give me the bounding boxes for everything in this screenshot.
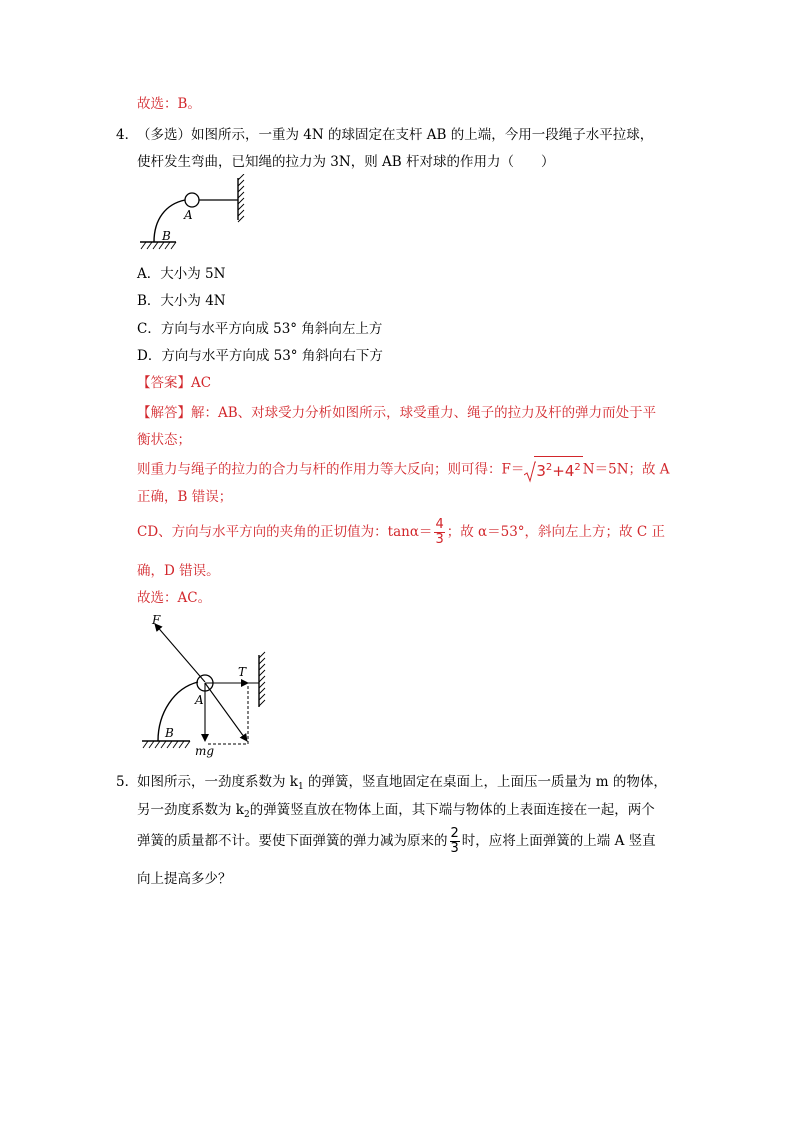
q5-stem-line2 <box>137 801 655 824</box>
q5-l3-post: 时，应将上面弹簧的上端 A 竖直 <box>461 833 656 849</box>
q5-number: 5． <box>116 774 139 790</box>
q5-l3-pre: 弹簧的质量都不计。要使下面弹簧的弹力减为原来的 <box>137 833 448 849</box>
q4-option-a: A．大小为 5N <box>137 266 226 282</box>
analysis-tag: 【解答】 <box>137 405 191 421</box>
tan-fraction <box>434 518 444 547</box>
q4-option-d: D．方向与水平方向成 53° 角斜向右下方 <box>137 348 383 364</box>
q5-stem-line4: 向上提高多少？ <box>137 871 232 887</box>
q4-stem-line1: （多选）如图所示，一重为 4N 的球固定在支杆 AB 的上端，今用一段绳子水平拉球， <box>137 127 654 143</box>
q5-l2-post: 的弹簧竖直放在物体上面，其下端与物体的上表面连接在一起，两个 <box>249 802 655 818</box>
q4-analysis-line2: 衡状态； <box>137 432 191 448</box>
q4-analysis-line1 <box>137 404 656 422</box>
q5-frac-den: 3 <box>450 841 459 856</box>
q4-analysis-line3 <box>137 456 670 480</box>
fig1-label-a: A <box>184 208 193 222</box>
fig2-label-mg: mg <box>195 744 215 758</box>
analysis-text-5-pre: CD、方向与水平方向的夹角的正切值为：tanα＝ <box>137 524 433 540</box>
q4-analysis-line4: 正确，B 错误； <box>137 489 233 505</box>
fig2-label-b: B <box>165 726 174 740</box>
sqrt-b: 4 <box>564 462 575 480</box>
q4-figure-force-diagram <box>138 608 270 760</box>
q5-l2-pre: 另一劲度系数为 k <box>137 802 244 818</box>
q5-l1-post: 的弹簧，竖直地固定在桌面上，上面压一质量为 m 的物体， <box>303 774 667 790</box>
q5-l2-sub: 2 <box>243 810 250 820</box>
q4-final-answer: 故选：AC。 <box>137 590 212 606</box>
sqrt-exp-b: 2 <box>574 462 581 473</box>
analysis-text-5-post: ；故 α＝53°，斜向左上方；故 C 正 <box>446 524 665 540</box>
fig2-label-a: A <box>195 693 204 707</box>
fig1-label-b: B <box>162 229 171 243</box>
q5-fraction <box>450 827 460 856</box>
tan-frac-den: 3 <box>435 532 444 547</box>
q4-analysis-line6: 确，D 错误。 <box>137 563 220 579</box>
q5-stem-line1 <box>137 773 667 796</box>
q4-analysis-line5 <box>137 514 665 550</box>
answer-value: AC <box>191 375 212 391</box>
q5-l1-sub: 1 <box>297 782 304 792</box>
sqrt-a: 3 <box>536 462 546 480</box>
tan-frac-num: 4 <box>435 517 444 532</box>
q5-frac-num: 2 <box>450 826 459 841</box>
q5-stem-line3 <box>137 823 656 859</box>
q4-number: 4． <box>116 127 139 143</box>
q4-option-c: C．方向与水平方向成 53° 角斜向左上方 <box>137 321 383 337</box>
prev-answer: 故选：B。 <box>137 96 201 112</box>
sqrt-plus: + <box>552 462 565 480</box>
q4-option-b: B．大小为 4N <box>137 293 226 309</box>
q5-l1-pre: 如图所示，一劲度系数为 k <box>137 774 298 790</box>
q4-stem-line2: 使杆发生弯曲，已知绳的拉力为 3N，则 AB 杆对球的作用力（ ） <box>137 154 555 170</box>
sqrt-exp-a: 2 <box>545 462 553 473</box>
sqrt-expression <box>524 456 582 484</box>
analysis-text-1: 解：AB、对球受力分析如图所示，球受重力、绳子的拉力及杆的弹力而处于平 <box>191 405 657 421</box>
answer-tag: 【答案】 <box>137 375 191 391</box>
fig2-label-t: T <box>238 665 247 679</box>
fig2-label-f: F <box>152 613 161 627</box>
q4-figure-rod-ball <box>138 174 250 252</box>
analysis-text-3-pre: 则重力与绳子的拉力的合力与杆的作用力等大反向；则可得：F＝ <box>137 461 525 478</box>
analysis-text-3-post: N＝5N；故 A <box>582 461 670 478</box>
q4-answer <box>137 374 211 392</box>
